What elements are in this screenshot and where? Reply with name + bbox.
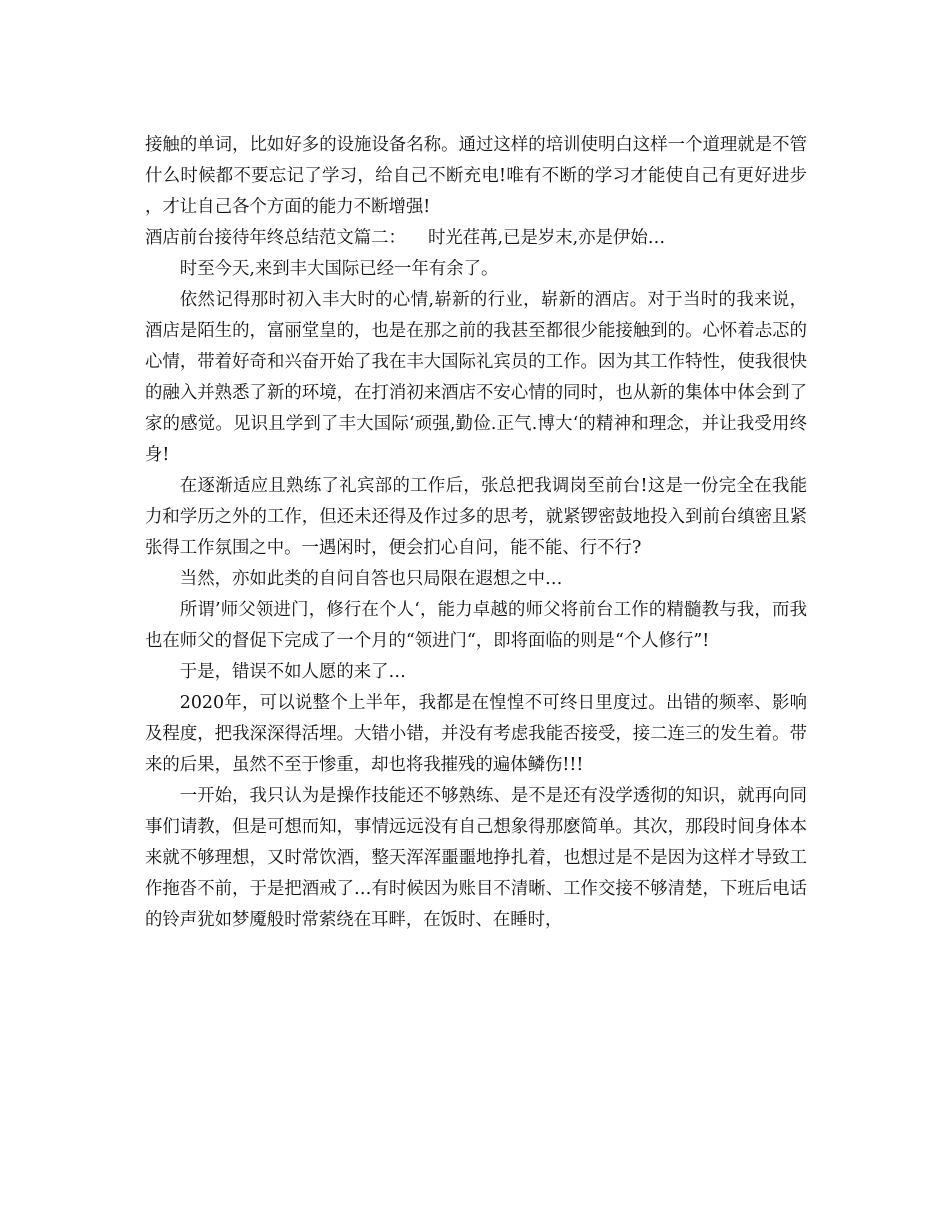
paragraph-6: 所谓’师父领进门，修行在个人‘，能力卓越的师父将前台工作的精髓教与我，而我也在师父的督促下完成了一个月的“领进门“，即将面临的则是“个人修行”! [145,600,807,651]
paragraph-9: 一开始，我只认为是操作技能还不够熟练、是不是还有没学透彻的知识，就再向同事们请教，但是可想而知，事情远远没有自己想象得那麽简单。其次，那段时间身体本来就不够理想，又时常饮酒，整天浑浑噩噩地挣扎着，也想过是不是因为这样才导致工作拖沓不前，于是把酒戒了…有时候因为账目不清晰、工作交接不够清楚，下班后电话的铃声犹如梦魇般时常萦绕在耳畔，在饭时、在睡时， [145,786,807,930]
paragraph-3: 依然记得那时初入丰大时的心情,崭新的行业，崭新的酒店。对于当时的我来说，酒店是陌生的，富丽堂皇的，也是在那之前的我甚至都很少能接触到的。心怀着忐忑的心情，带着好奇和兴奋开始了我在丰大国际礼宾员的工作。因为其工作特性，使我很快的融入并熟悉了新的环境，在打消初来酒店不安心情的同时，也从新的集体中体会到了家的感觉。见识且学到了丰大国际‘顽强,勤俭.正气.博大‘的精神和理念，并让我受用终身! [145,290,807,465]
paragraph-8: 2020年，可以说整个上半年，我都是在惶惶不可终日里度过。出错的频率、影响及程度，把我深深得活埋。大错小错，并没有考虑我能否接受，接二连三的发生着。带来的后果，虽然不至于惨重，却也将我摧残的遍体鳞伤!!! [145,693,807,775]
paragraph-2: 时至今天,来到丰大国际已经一年有余了。 [179,259,499,279]
paragraph-4: 在逐渐适应且熟练了礼宾部的工作后，张总把我调岗至前台!这是一份完全在我能力和学历之外的工作，但还未还得及作过多的思考，就紧锣密鼓地投入到前台缜密且紧张得工作氛围之中。一遇闲时，便会扪心自问，能不能、行不行? [145,476,807,558]
paragraph-1: 接触的单词，比如好多的设施设备名称。通过这样的培训使明白这样一个道理就是不管什么时候都不要忘记了学习，给自己不断充电!唯有不断的学习才能使自己有更好进步，才让自己各个方面的能力不断增强! [145,135,807,217]
paragraph-5: 当然，亦如此类的自问自答也只局限在遐想之中… [179,569,563,589]
section-heading: 酒店前台接待年终总结范文篇二： 时光荏苒,已是岁末,亦是伊始… [145,228,666,248]
paragraph-7: 于是，错误不如人愿的来了… [179,662,406,682]
document-body [145,130,807,936]
